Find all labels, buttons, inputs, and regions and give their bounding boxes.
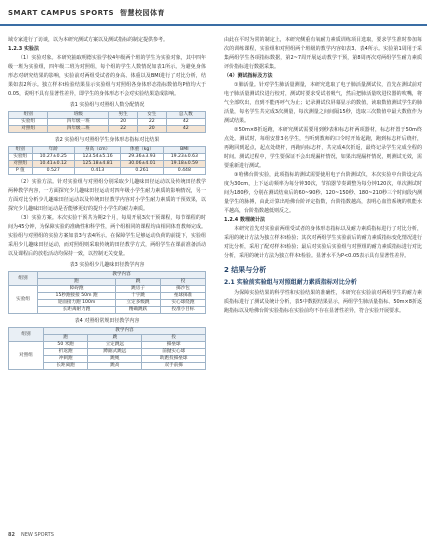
table-header-cell: 组别 bbox=[9, 328, 44, 342]
table-header-cell: 总人数 bbox=[166, 112, 205, 119]
table-row bbox=[9, 126, 206, 133]
page-number: 82 bbox=[8, 532, 15, 538]
paragraph: 本研究首先对实验前两组受试者的身体形态指标以及耐力素质指标进行了对比分析，采用的统计方法为独立样本t检验；其次对两组学生实验前后的耐力素质指标变化情况进行对比分析，采用了配对样本t检验；最后对实验后实验组与对照组的耐力素质指标进行对比分析，采用的统计方法为独立样本t检验。显著水平为P<0.05表示具有显著性差异。 bbox=[224, 226, 422, 259]
table-cell: 10.41±0.12 bbox=[32, 161, 74, 168]
paragraph: 为保障实验结果的科学性和实验结果的准确性，本研究在实验前对两组学生的耐力素质指标进行了测试及统计分析，表5中数据结果显示，两组学生肺活量指标、50m×8折返跑指标以及哈佛台阶实验指标在实验前均不存在显著性差异，符合实验开展要求。 bbox=[224, 290, 422, 314]
table-header-cell: 组别 bbox=[9, 112, 48, 119]
table-cell: 迎面接力跑 100m bbox=[38, 300, 116, 307]
table-header-cell: 女生 bbox=[137, 112, 166, 119]
table-cell: 20 bbox=[137, 126, 166, 133]
paragraph: （2）实验方法。针对实验组与对照组分别采取少儿趣味田径运动以及传统田径教学两种教学内容，一方面探究少儿趣味田径运动对四年级小学生耐力素质的影响情况，另一方面对比分析少儿趣味田径运动以及传统田径教学内容对小学生耐力素质的干预效果，以探究少儿趣味田径运动是否能够更好的提升小学生的耐力素质。 bbox=[8, 179, 206, 212]
table-header-cell: 身高（cm） bbox=[74, 147, 120, 154]
table-row bbox=[9, 300, 206, 307]
table-cell: 10.27±0.25 bbox=[32, 154, 74, 161]
table-cell: 42 bbox=[166, 126, 205, 133]
table-row bbox=[9, 161, 206, 168]
table-cell: 0.527 bbox=[32, 168, 74, 175]
table-cell: 22 bbox=[109, 126, 138, 133]
table-cell: 跳绳 bbox=[88, 356, 142, 363]
table-header-cell: 年龄 bbox=[32, 147, 74, 154]
table-cell: 20 bbox=[109, 119, 138, 126]
paragraph: ①肺活量。针对学生肺活量测量，本研究选取了电子肺活量测试仪，首先在测试前对电子肺活量测试仪进行校对，测试时要求受试者吸气，然后把肺活量吹进仪器的吹嘴，将气全部吹出，直到不能再呼气为止；记录测试仪屏幕显示的数值，读取数值测试学生的肺活量，每名学生共完成3次测量，每次测量之间间隔15秒，选取三次数值中最大数值作为测试结果。 bbox=[224, 82, 422, 124]
table-cell: 四年级一班 bbox=[48, 119, 109, 126]
header-brand-en: SMART CAMPUS SPORTS bbox=[8, 9, 115, 17]
table-cell: 长距离跑 bbox=[43, 363, 87, 370]
table-cell: 双手前掷 bbox=[142, 363, 206, 370]
table-group-cell: 实验组 bbox=[9, 286, 38, 314]
table-cell: 30.06±4.01 bbox=[121, 161, 163, 168]
table-cell: 折返跑 bbox=[43, 349, 87, 356]
table-header-cell: 跑 bbox=[38, 279, 116, 286]
table-header-cell: 教学内容 bbox=[38, 272, 206, 279]
table-cell: 立定跳远 bbox=[88, 342, 142, 349]
table-1 bbox=[8, 111, 206, 133]
table-cell: 0.448 bbox=[163, 168, 205, 175]
table-row bbox=[9, 168, 206, 175]
table-header-cell: 体重（kg） bbox=[121, 147, 163, 154]
table-group-cell: 对照组 bbox=[9, 342, 44, 370]
table-cell: 前抛实心球 bbox=[142, 349, 206, 356]
table-cell: 22 bbox=[137, 119, 166, 126]
subheading: 1.2.3 实验法 bbox=[8, 46, 39, 52]
paragraph: ③哈佛台阶实验，此项指标的测试需要使用电子台阶测试仪，本次实验中台阶设定高度为30cm，上下运动频率为每分钟30次，节拍器节奏调整为每分钟120次，单次测试时间为180秒，分别在测试结束后的60~90秒、120~150秒、180~210秒三个时间段内测量学生的脉搏，由此计算出哈佛台阶评定指数，台阶指数越高，表明心血管系统的机能水平越高，台阶指数越低则反之。 bbox=[224, 172, 423, 214]
table-header-cell: 跳 bbox=[116, 279, 161, 286]
table-caption: 表4 对照组常规田径教学内容 bbox=[74, 318, 140, 324]
table-2 bbox=[8, 146, 206, 175]
table-cell: 四年级二班 bbox=[48, 126, 109, 133]
paragraph: 由此在平时为常的制定上，本研究侧重有氧耐力素质训练项目选取，要求学生准时参加每次的训练课程，实验组和对照组两个班级的教学内容如表3、表4所示。实验第1周用于采集两组学生各项指标数据，第2~7周开展运动教学干预，第8周再次对两组学生耐力素质评价指标进行数据采集。 bbox=[224, 37, 422, 70]
table-header-cell: BMI bbox=[163, 147, 205, 154]
subheading: 1.2.4 数理统计法 bbox=[224, 217, 265, 223]
table-header-cell: 组别 bbox=[9, 147, 33, 154]
section-heading: 2 结果与分析 bbox=[224, 266, 267, 274]
table-cell: 跳房子 bbox=[116, 286, 161, 293]
table-header-cell: 组别 bbox=[9, 272, 38, 286]
table-cell: 立定多级跳 bbox=[116, 300, 161, 307]
table-cell: 掷沙包 bbox=[161, 286, 206, 293]
page-header bbox=[0, 0, 427, 26]
paragraph: （3）实验方案。本次实验干预共为期2个月，每周开展3次干预课程，每节课程的时间为45分钟，为保障实验的准确性和科学性，两个组相同的课程均由相同体育教师完成。实验组与对照组的实验方案如表3与表4所示。在保障学生足够运动负荷的前提下，实验组采用少儿趣味田径运动，而对照组则采取传统的田径教学方式，两组学生在课前准备活动以及课程后的放松活动均保持一致，以控制无关变量。 bbox=[8, 215, 206, 257]
paragraph: ②50m×8折返跑，本研究测试需要用到秒表和标志杆两项器材，标志杆置于50m终点处。测试时，每组安排3名学生，当听到教师的口令时开始起跑，跑到标志杆后绕杆，再跑回到起点，起点处绕杆，再跑向标志杆，共完成4次折返，最终记录学生完成全程的时间。测试过程中，学生要保证不会出现漏杆情况，如果出现漏杆情况，则测试无效，需要重新进行测试。 bbox=[224, 127, 422, 169]
table-cell: 19.18±0.59 bbox=[163, 161, 205, 168]
table-cell: 蹲踞式跳远 bbox=[88, 349, 142, 356]
paragraph: 域专家进行了访谈，以为本研究测试方案以及测试指标的制定提供参考。 bbox=[8, 37, 169, 43]
table-cell: 助跑投掷垒球 bbox=[142, 356, 206, 363]
table-cell: 对照组 bbox=[9, 161, 33, 168]
table-header-cell: 投 bbox=[142, 335, 206, 342]
table-3 bbox=[8, 271, 206, 314]
table-header-cell: 跑 bbox=[43, 335, 87, 342]
right-column bbox=[224, 36, 422, 316]
table-header-cell: 投 bbox=[161, 279, 206, 286]
left-column bbox=[8, 36, 206, 373]
table-cell: 冲刺跑 bbox=[43, 356, 87, 363]
table-cell: 15秒跑接接 50m 跑 bbox=[38, 293, 116, 300]
table-row bbox=[9, 286, 206, 293]
table-cell: P 值 bbox=[9, 168, 33, 175]
page-footer bbox=[8, 532, 54, 538]
table-cell: 对照组 bbox=[9, 126, 48, 133]
table-4 bbox=[8, 327, 206, 370]
table-caption: 表3 实验组少儿趣味田径教学内容 bbox=[69, 262, 145, 268]
table-caption: 表2 实验组与对照组学生身体形态指标对比结果 bbox=[54, 137, 160, 143]
table-row bbox=[9, 307, 206, 314]
table-caption: 表1 实验组与对照组人数分配情况 bbox=[69, 102, 145, 108]
table-cell: 掷垒球 bbox=[142, 342, 206, 349]
table-cell: 42 bbox=[166, 119, 205, 126]
table-header-cell: 跳 bbox=[88, 335, 142, 342]
subheading: （4）测试指标及方法 bbox=[224, 73, 273, 79]
header-divider bbox=[0, 24, 427, 26]
paragraph: （1）实验对象。本研究抽取明德实验学校4年级两个班的学生为实验对象，其中四年级一班为实验组，四年级二班为对照组，每个组的学生人数情况如表1所示。为避免身体形态对研究结果的影响，实验前对两组受试者的身高、体重以及BMI进行了对比分析，结果如表2所示。独立样本t检验结果显示实验组与对照组各身体形态指标数值均P值均大于0.05，说明不具有显著性差异，即学生的身体形态不会对实验结果造成影响。 bbox=[8, 55, 206, 97]
table-cell: 垒球掷准 bbox=[161, 293, 206, 300]
table-cell: 0.413 bbox=[74, 168, 120, 175]
table-row bbox=[9, 154, 206, 161]
table-cell: 实验组 bbox=[9, 119, 48, 126]
table-header-cell: 班级 bbox=[48, 112, 109, 119]
table-cell: 19.23±0.63 bbox=[163, 154, 205, 161]
table-row bbox=[9, 119, 206, 126]
table-cell: 29.36±3.93 bbox=[121, 154, 163, 161]
table-cell: 跳高 bbox=[88, 363, 142, 370]
header-brand bbox=[8, 8, 165, 18]
subsection-heading: 2.1 实验前实验组与对照组耐力素质指标对比分析 bbox=[224, 279, 357, 286]
table-header-cell: 男生 bbox=[109, 112, 138, 119]
table-cell: 十字跳 bbox=[116, 293, 161, 300]
table-cell: 障碍跑 bbox=[38, 286, 116, 293]
table-cell: 123.54±5.16 bbox=[74, 154, 120, 161]
table-row bbox=[9, 293, 206, 300]
table-cell: 投准小目标 bbox=[161, 307, 206, 314]
table-cell: 长距离耐力跑 bbox=[38, 307, 116, 314]
table-cell: 0.261 bbox=[121, 168, 163, 175]
table-cell: 精确跳跃 bbox=[116, 307, 161, 314]
table-cell: 实心球绕跑 bbox=[161, 300, 206, 307]
table-cell: 50 米跑 bbox=[43, 342, 87, 349]
journal-name: NEW SPORTS bbox=[20, 532, 54, 538]
table-cell: 实验组 bbox=[9, 154, 33, 161]
table-cell: 125.18±4.81 bbox=[74, 161, 120, 168]
table-header-cell: 教学内容 bbox=[43, 328, 205, 335]
header-brand-cn: 智慧校园体育 bbox=[120, 9, 166, 17]
table-row bbox=[9, 342, 206, 349]
